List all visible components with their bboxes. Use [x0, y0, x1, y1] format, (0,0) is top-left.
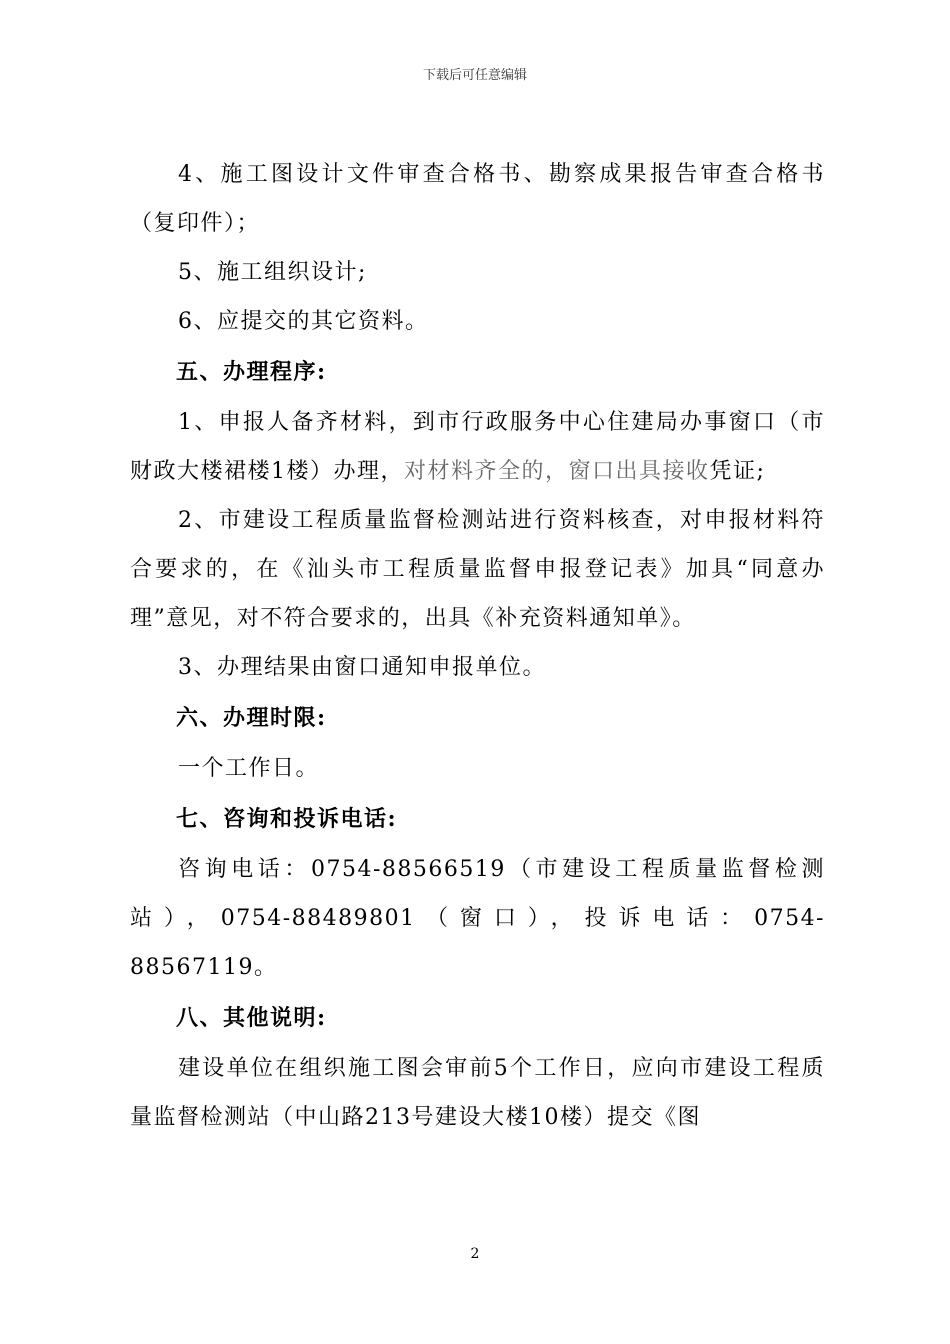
section-8-heading: 八、其他说明: [176, 1005, 327, 1031]
section-7-heading: 七、咨询和投诉电话: [176, 806, 398, 832]
section-5-p1-gray-text: 对材料齐全的，窗口出具接收 [404, 459, 710, 484]
section-5-paragraph-3: 3、办理结果由窗口通知申报单位。 [178, 655, 546, 680]
item-6: 6、应提交的其它资料。 [178, 309, 429, 334]
section-5-paragraph-2: 2、市建设工程质量监督检测站进行资料核查，对申报材料符合要求的，在《汕头市工程质量监督申报登记表》加具“同意办理”意见，对不符合要求的，出具《补充资料通知单》。 [130, 508, 825, 631]
item-5: 5、施工组织设计; [178, 260, 367, 285]
section-6-paragraph-1: 一个工作日。 [178, 756, 320, 781]
item-4: 4、施工图设计文件审查合格书、勘察成果报告审查合格书（复印件）； [130, 162, 825, 236]
section-5-p1-text: 1、申报人备齐材料，到市行政服务中心住建局办事窗口（市财政大楼裙楼1楼）办理， [130, 410, 825, 484]
section-5-paragraph-1 [130, 398, 825, 496]
section-6-heading: 六、办理时限: [176, 705, 327, 731]
section-8-paragraph-1: 建设单位在组织施工图会审前5个工作日，应向市建设工程质量监督检测站（中山路213号建设大楼10楼）提交《图 [130, 1056, 825, 1130]
page-header: 下载后可任意编辑 [422, 68, 527, 83]
page-number: 2 [470, 1246, 480, 1262]
section-7-paragraph-1: 咨询电话：0754-88566519（市建设工程质量监督检测站），0754-88489801（窗口），投诉电话：0754-88567119。 [130, 857, 825, 980]
section-5-p1-tail: 凭证; [709, 459, 766, 484]
document-body [130, 150, 825, 1142]
section-5-heading: 五、办理程序: [176, 359, 327, 385]
